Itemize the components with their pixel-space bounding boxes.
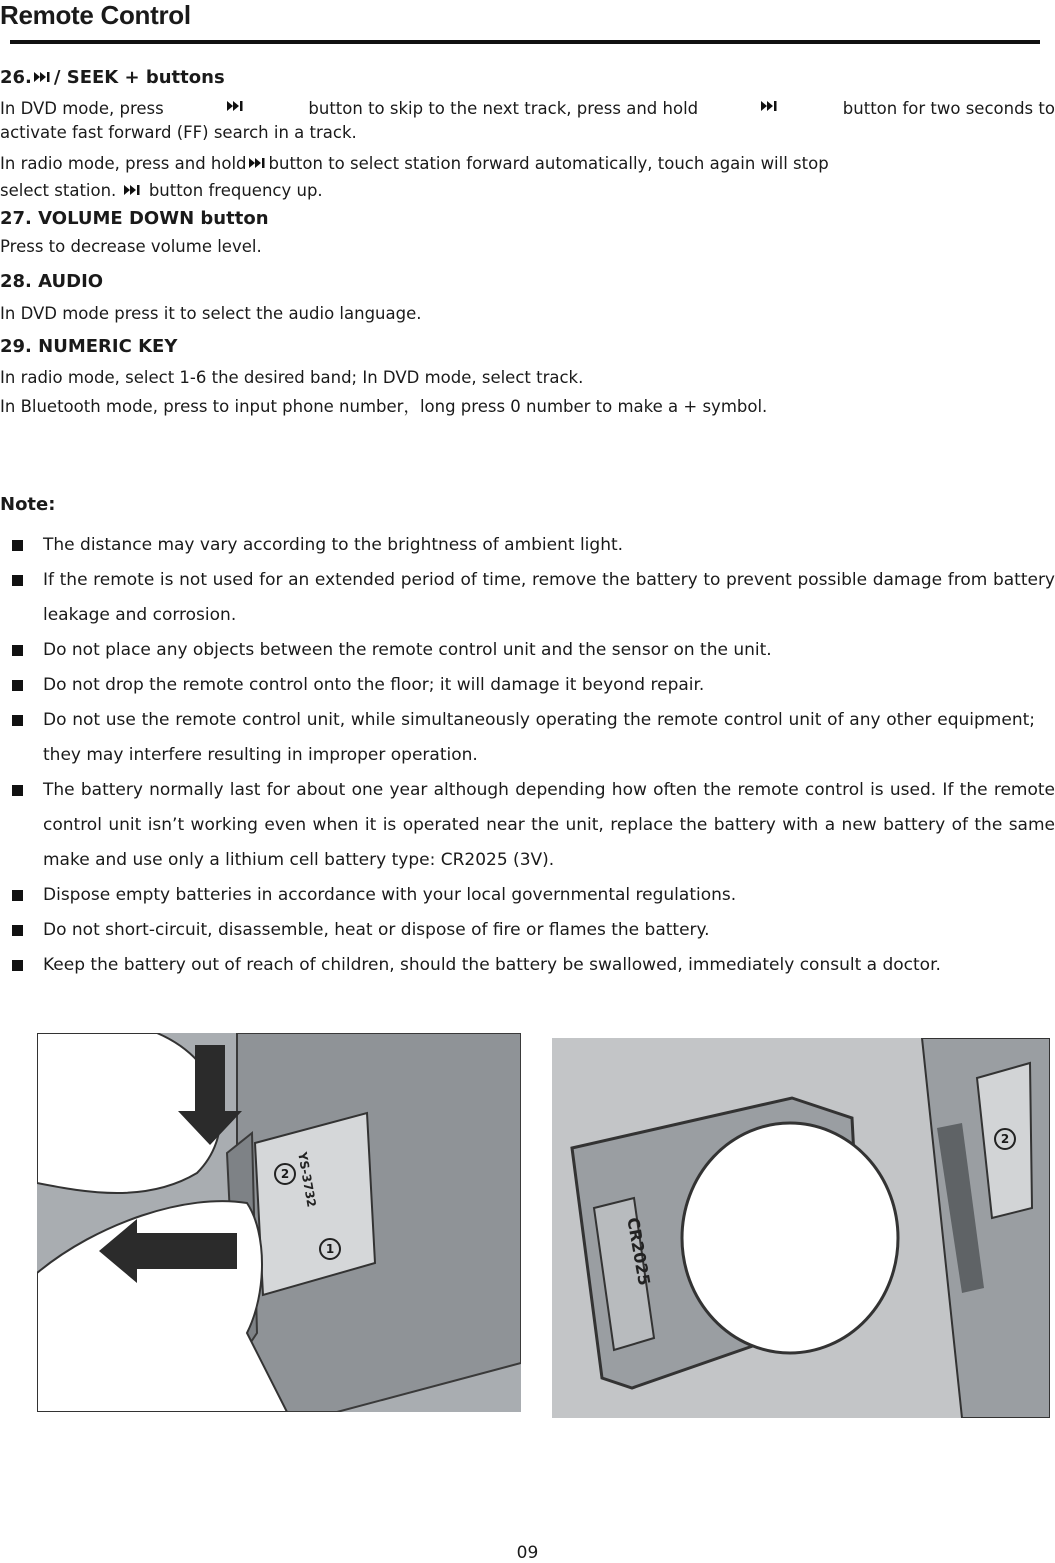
- item-26-dvd-line: [0, 99, 1055, 119]
- item-27-desc: Press to decrease volume level.: [0, 237, 262, 256]
- figure-battery-removal: [37, 1033, 521, 1412]
- step-1-badge: 1: [319, 1238, 341, 1260]
- step-2-badge: 2: [994, 1128, 1016, 1150]
- item-26-dvd-c: button for two seconds to: [842, 99, 1055, 118]
- note-item: Keep the battery out of reach of children, should the battery be swallowed, immediately consult a doctor.: [12, 948, 1055, 983]
- note-item: Dispose empty batteries in accordance with your local governmental regulations.: [12, 878, 1055, 913]
- note-item: Do not drop the remote control onto the floor; it will damage it beyond repair.: [12, 668, 1055, 703]
- item-26-radio-b: button to select station forward automatically, touch again will stop: [268, 154, 829, 173]
- item-26-radio-c: select station.: [0, 181, 117, 200]
- model-label: YS-3732: [295, 1151, 319, 1209]
- note-item: The battery normally last for about one year although depending how often the remote control is used. If the remote control unit isn’t working even when it is operated near the unit, replace the battery with a new battery of the same make and use only a lithium cell battery type: CR2025 (3V).: [12, 773, 1055, 878]
- bullet-square-icon: [12, 540, 23, 551]
- note-heading: Note:: [0, 494, 56, 515]
- note-item: If the remote is not used for an extended period of time, remove the battery to prevent possible damage from battery leakage and corrosion.: [12, 563, 1055, 633]
- item-26-radio-a: In radio mode, press and hold: [0, 154, 247, 173]
- item-26-dvd-b: button to skip to the next track, press and hold: [308, 99, 699, 118]
- figure-battery-tray: [552, 1038, 1050, 1418]
- note-item: The distance may vary according to the brightness of ambient light.: [12, 528, 1055, 563]
- fast-forward-icon: [249, 156, 267, 170]
- fast-forward-icon: [34, 70, 52, 84]
- item-29-line1: In radio mode, select 1-6 the desired band; In DVD mode, select track.: [0, 368, 584, 387]
- bullet-square-icon: [12, 925, 23, 936]
- item-26-radio-d: button frequency up.: [148, 181, 323, 200]
- fast-forward-icon: [124, 183, 142, 197]
- item-26-dvd-a: In DVD mode, press: [0, 99, 164, 118]
- page-title: Remote Control: [0, 0, 191, 30]
- item-26-radio-line2: [0, 181, 323, 201]
- battery-type-label: CR2025: [623, 1216, 654, 1287]
- battery-removal-illustration: [37, 1033, 521, 1412]
- item-29-line2: In Bluetooth mode, press to input phone number，long press 0 number to make a + symbol.: [0, 397, 768, 416]
- note-list: [12, 528, 1055, 983]
- header-rule: [10, 40, 1040, 44]
- page-number: 09: [516, 1543, 539, 1563]
- fast-forward-icon: [227, 99, 245, 113]
- item-28-desc: In DVD mode press it to select the audio language.: [0, 304, 422, 323]
- item-26-title: [0, 67, 225, 88]
- note-item: Do not place any objects between the remote control unit and the sensor on the unit.: [12, 633, 1055, 668]
- note-item: Do not use the remote control unit, while simultaneously operating the remote control unit of any other equipment; they may interfere resulting in improper operation.: [12, 703, 1055, 773]
- bullet-square-icon: [12, 680, 23, 691]
- fast-forward-icon: [761, 99, 779, 113]
- bullet-square-icon: [12, 575, 23, 586]
- item-26-dvd-d: activate fast forward (FF) search in a track.: [0, 123, 357, 142]
- bullet-square-icon: [12, 785, 23, 796]
- item-28-title: 28. AUDIO: [0, 271, 104, 292]
- step-2-badge: 2: [274, 1163, 296, 1185]
- note-item: Do not short-circuit, disassemble, heat or dispose of fire or flames the battery.: [12, 913, 1055, 948]
- item-27-title: 27. VOLUME DOWN button: [0, 208, 269, 229]
- bullet-square-icon: [12, 715, 23, 726]
- item-26-number: 26.: [0, 67, 32, 88]
- item-29-title: 29. NUMERIC KEY: [0, 336, 178, 357]
- bullet-square-icon: [12, 890, 23, 901]
- bullet-square-icon: [12, 645, 23, 656]
- item-26-title-text: / SEEK + buttons: [53, 67, 225, 88]
- item-26-radio-line: [0, 154, 829, 174]
- bullet-square-icon: [12, 960, 23, 971]
